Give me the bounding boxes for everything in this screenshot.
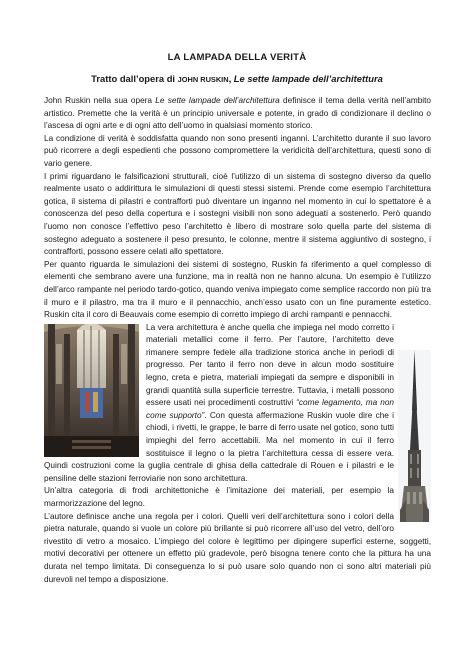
paragraph-1-text-a: John Ruskin nella sua opera [44,96,156,105]
paragraph-5-quote: “come legamento, ma non come supporto” [146,398,394,420]
paragraph-4: Per quanto riguarda le simulazioni dei sistemi di sostegno, Ruskin fa riferimento a quel complesso di elementi che sembrano avere una funzione, ma in realtà non ne hanno alcuna. Un esempio è l’utilizzo dell’arco rampante nel periodo tardo-gotico, quando veniva impiegato come semplice raccordo non più tra il muro e il pilastro, ma tra il muro e il pennacchio, anch’esso usato con un fine puramente estetico. Ruskin cita il coro di Beauvais come esempio di corretto impiego di archi rampanti e pennacchi. [44,259,431,320]
paragraph-1-work-title: Le sette lampade dell’architettura [155,96,280,105]
subtitle-prefix: Tratto dall’opera di [91,73,178,84]
document-body [44,95,431,586]
paragraph-1-text-c: definisce il tema della verità nell’ambito artistico. Premette che la verità è un principio universale e potente, in grado di condizionare il declino o l’ascesa di ogni arte e di ogni atto dell’uomo in qualsiasi momento storico. [44,96,431,131]
cathedral-interior-photo [44,324,139,457]
paragraph-2: La condizione di verità è soddisfatta quando non sono presenti inganni. L’architetto durante il suo lavoro può ricorrere a degli espedienti che possono compromettere la veridicità dell’architettura, questi sono di vario genere. [44,133,431,168]
rouen-spire-photo [398,350,431,522]
subtitle-author: JOHN RUSKIN [177,75,229,84]
subtitle-separator: , [228,73,234,84]
document-subtitle [0,73,474,84]
paragraph-6: Un’altra categoria di frodi architettoniche è l’imitazione dei materiali, per esempio la marmorizzazione del legno. [44,486,394,508]
paragraph-1 [44,95,431,133]
paragraph-7: L’autore definisce anche una regola per i colori. Quelli veri dell’architettura sono i colori della pietra naturale, quando si vuole un colore più brillante si può ricorrere all’uso del vetro, dell’oro rivestito di vetro a mosaico. L’impiego del colore è legittimo per dipingere superfici esterne, soggetti, motivi decorativi per ottenere un effetto più gradevole, però bisogna tenere conto che la pittura ha una durata nel tempo limitata. Di conseguenza lo si può usare solo quando non ci sono altri materiali più durevoli nel tempo a disposizione. [44,511,431,584]
paragraph-5-text-b: . Con questa affermazione Ruskin vuole dire che i chiodi, i rivetti, le grappe, le barre di ferro usate nel gotico, sono tutti impieghi del ferro accettabili. Ma nel momento in cui il ferro sostituisce il legno o la pietra l’architettura cessa di essere vera. Quindi costruzioni come la guglia centrale di ghisa della cattedrale di Rouen e i pilastri e le pensiline delle stazioni ferroviarie non sono architettura. [44,410,394,483]
paragraph-5-text-a: La vera architettura è anche quella che impiega nel modo corretto i materiali metallici come il ferro. Per l’autore, l’architetto deve rimanere sempre fedele alla tradizione storica anche in periodi di progresso. Per tanto il ferro non deve in alcun modo sostituire legno, creta e pietra, materiali impiegati da sempre e disponibili in grandi quantità sulla superficie terrestre. Tuttavia, i metalli possono essere usati nei procedimenti costruttivi [146,322,394,408]
document-title: LA LAMPADA DELLA VERITÀ [167,52,307,63]
subtitle-work: Le sette lampade dell’architettura [233,73,383,84]
paragraph-3: I primi riguardano le falsificazioni strutturali, cioè l’utilizzo di un sistema di sostegno diverso da quello realmente usato o addirittura le simulazioni di questi stessi sistemi. Prende come esempio l’architettura gotica, il sistema di pilastri e contrafforti può diventare un inganno nel momento in cui lo spettatore è a conoscenza del peso della copertura e i sostegni visibili non sono adeguati a sostenerlo. Però quando l’uomo non conosce l’effettivo peso l’architetto è libero di mostrare solo quella parte del sistema di sostegno adeguato a sostenere il peso presunto, le colonne, mentre il sistema aggiuntivo di sostegno, i contrafforti, possono essere celati allo spettatore. [44,171,431,257]
